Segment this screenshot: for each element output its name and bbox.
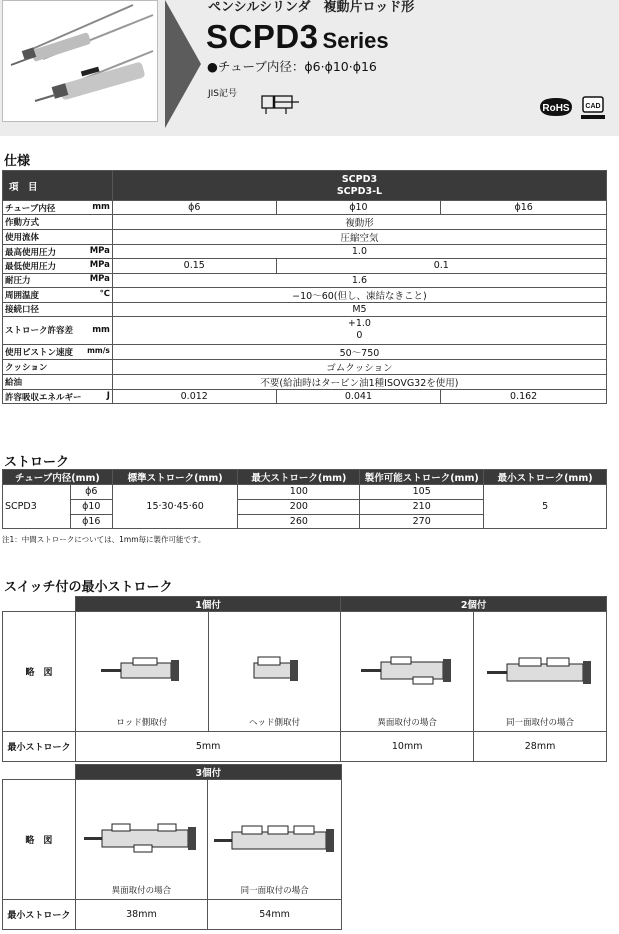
drawing-two-same — [474, 612, 607, 732]
stroke-header: 最大ストローク(mm) — [238, 470, 360, 485]
drawing-caption: 同一面取付の場合 — [506, 718, 575, 728]
drawing-caption: 異面取付の場合 — [111, 886, 172, 896]
spec-value: 0.15 — [112, 259, 276, 273]
spec-label: チューブ内径 — [5, 203, 56, 214]
spec-unit: MPa — [89, 274, 110, 285]
rohs-text: RoHS — [542, 103, 570, 114]
product-header — [0, 0, 619, 136]
drawing-label: 略 図 — [3, 612, 76, 732]
spec-label: 接続口径 — [3, 302, 113, 316]
three-switch-header: 3個付 — [75, 765, 341, 780]
stroke-possible: 210 — [360, 499, 484, 514]
stroke-bore: ϕ10 — [70, 499, 112, 514]
min-stroke-label: 最小ストローク — [3, 900, 76, 930]
one-min-stroke: 5mm — [75, 732, 340, 762]
spec-label: 作動方式 — [3, 215, 113, 230]
stroke-row — [3, 485, 607, 500]
spec-label: 周囲温度 — [5, 290, 40, 301]
stroke-header: 標準ストローク(mm) — [112, 470, 238, 485]
spec-value: −10～60(但し、凍結なきこと) — [112, 287, 606, 302]
spec-label: 最低使用圧力 — [5, 261, 57, 272]
spec-row-speed — [3, 344, 607, 359]
two-min-stroke-opposite: 10mm — [341, 732, 474, 762]
drawing-caption: 異面取付の場合 — [377, 718, 437, 728]
drawing-caption: ロッド側取付 — [116, 718, 168, 728]
spec-unit: J — [106, 390, 110, 401]
series-title — [206, 18, 389, 56]
spec-row-fluid — [3, 230, 607, 245]
spec-row-port — [3, 302, 607, 316]
spec-unit: MPa — [89, 259, 110, 270]
stroke-possible: 270 — [360, 514, 484, 529]
bore-sizes: ●チューブ内径：ϕ6·ϕ10·ϕ16 — [207, 59, 377, 74]
spec-section-title: 仕様 — [4, 154, 31, 169]
spec-row-min-pressure — [3, 259, 607, 273]
spec-label: 給油 — [3, 374, 113, 389]
spec-value — [112, 316, 606, 344]
drawing-two-opposite — [341, 612, 474, 732]
spec-label: 最高使用圧力 — [5, 247, 57, 258]
spec-unit: mm/s — [87, 345, 110, 355]
cad-text: CAD — [585, 103, 601, 110]
spec-label: クッション — [3, 359, 113, 374]
header-chevron — [165, 0, 201, 128]
drawing-caption: 同一面取付の場合 — [240, 886, 309, 896]
tolerance-minus: 0 — [356, 330, 363, 342]
drawing-three-same — [208, 780, 342, 900]
stroke-header: 最小ストローク(mm) — [484, 470, 607, 485]
cylinder-drawing-icon — [97, 650, 187, 690]
stroke-header: チューブ内径(mm) — [3, 470, 113, 485]
spec-value: 0.012 — [112, 389, 276, 403]
spec-unit: ℃ — [99, 288, 110, 299]
spec-model-header — [112, 171, 606, 201]
switch-table-1-2 — [2, 596, 607, 762]
spec-item-header: 項 目 — [3, 171, 113, 201]
spec-label: 使用流体 — [3, 230, 113, 245]
stroke-max: 100 — [238, 485, 360, 500]
series-word: Series — [322, 28, 389, 53]
spec-label: ストローク許容差 — [5, 326, 74, 337]
spec-label: 許容吸収エネルギー — [5, 392, 82, 403]
jis-symbol-label: JIS記号 — [208, 89, 238, 99]
min-stroke-label: 最小ストローク — [3, 732, 76, 762]
spec-value: 50～750 — [112, 344, 606, 359]
spec-row-lube — [3, 374, 607, 389]
stroke-bore: ϕ16 — [70, 514, 112, 529]
stroke-min: 5 — [484, 485, 607, 529]
spec-value: 0.1 — [276, 259, 606, 273]
product-photo — [2, 0, 158, 122]
spec-row-cushion — [3, 359, 607, 374]
cad-icon — [581, 95, 605, 121]
three-min-stroke-same: 54mm — [208, 900, 342, 930]
cylinder-drawing-icon — [485, 650, 595, 690]
spec-value: 0.162 — [441, 389, 607, 403]
spec-value: ゴムクッション — [112, 359, 606, 374]
spec-value: 複動形 — [112, 215, 606, 230]
stroke-model: SCPD3 — [3, 485, 71, 529]
spec-unit: mm — [92, 201, 110, 212]
stroke-standard: 15·30·45·60 — [112, 485, 238, 529]
tolerance-plus: +1.0 — [347, 318, 371, 330]
rohs-icon — [536, 96, 576, 118]
product-subtitle: ペンシルシリンダ 複動片ロッド形 — [208, 0, 415, 15]
stroke-table — [2, 469, 607, 529]
stroke-note: 注1：中間ストロークについては、1mm毎に製作可能です。 — [2, 535, 206, 544]
spec-value: 1.0 — [112, 245, 606, 259]
stroke-max: 200 — [238, 499, 360, 514]
spec-value: ϕ6 — [112, 201, 276, 215]
spec-value: 0.041 — [276, 389, 441, 403]
spec-row-tolerance — [3, 316, 607, 344]
three-min-stroke-opposite: 38mm — [75, 900, 207, 930]
spec-value: 不要(給油時はタービン油1種ISOVG32を使用) — [112, 374, 606, 389]
cylinder-drawing-icon — [357, 650, 457, 690]
cylinder-drawing-icon — [82, 818, 200, 858]
spec-value: ϕ16 — [441, 201, 607, 215]
drawing-head-side — [208, 612, 341, 732]
drawing-caption: ヘッド側取付 — [248, 718, 300, 728]
spec-value: ϕ10 — [276, 201, 441, 215]
spec-label: 使用ピストン速度 — [5, 347, 74, 358]
stroke-possible: 105 — [360, 485, 484, 500]
spec-value: M5 — [112, 302, 606, 316]
series-model: SCPD3 — [206, 18, 319, 55]
spec-row-energy — [3, 389, 607, 403]
cylinder-drawing-icon — [212, 818, 338, 858]
drawing-label: 略 図 — [3, 780, 76, 900]
model-name-2: SCPD3-L — [336, 185, 383, 197]
stroke-section-title: ストローク — [4, 455, 70, 470]
jis-symbol-icon — [256, 92, 300, 116]
drawing-three-opposite — [75, 780, 207, 900]
stroke-header: 製作可能ストローク(mm) — [360, 470, 484, 485]
spec-value: 1.6 — [112, 273, 606, 287]
two-min-stroke-same: 28mm — [474, 732, 607, 762]
spec-unit: mm — [92, 324, 110, 335]
stroke-max: 260 — [238, 514, 360, 529]
model-name-1: SCPD3 — [341, 173, 378, 185]
two-switch-header: 2個付 — [341, 597, 607, 612]
spec-unit: MPa — [89, 245, 110, 256]
spec-row-temp — [3, 287, 607, 302]
switch-section-title: スイッチ付の最小ストローク — [4, 580, 173, 595]
cylinder-drawing-icon — [244, 650, 304, 690]
stroke-bore: ϕ6 — [70, 485, 112, 500]
spec-label: 耐圧力 — [5, 276, 31, 287]
spec-value: 圧縮空気 — [112, 230, 606, 245]
spec-table — [2, 170, 607, 404]
switch-table-3 — [2, 764, 342, 930]
spec-row-proof — [3, 273, 607, 287]
spec-row-bore — [3, 201, 607, 215]
spec-row-action — [3, 215, 607, 230]
one-switch-header: 1個付 — [75, 597, 340, 612]
drawing-rod-side — [75, 612, 208, 732]
spec-row-max-pressure — [3, 245, 607, 259]
